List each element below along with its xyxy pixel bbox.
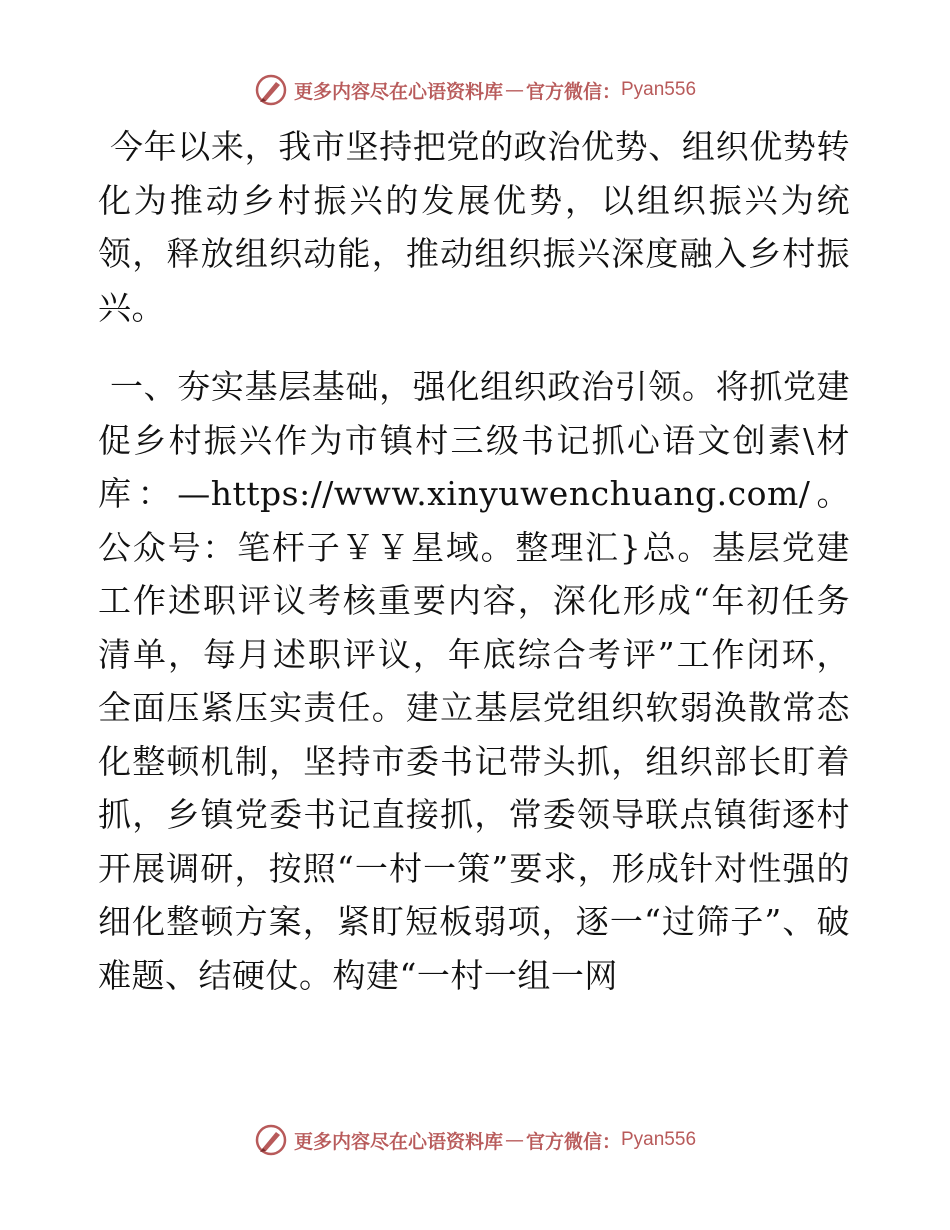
pen-logo-icon [254,1123,288,1157]
watermark-text: 更多内容尽在心语资料库 [293,1130,503,1153]
paragraph-intro: 今年以来，我市坚持把党的政治优势、组织优势转化为推动乡村振兴的发展优势，以组织振兴为统领，释放组织动能，推动组织振兴深度融入乡村振兴。 [98,127,850,327]
paragraph-section-one: 一、夯实基层基础，强化组织政治引领。将抓党建促乡村振兴作为市镇村三级书记抓心语文创素\材库：—https://www.xinyuwenchuang.com/。公众号：笔杆子￥￥星域。整理汇}总。基层党建工作述职评议考核重要内容，深化形成“年初任务清单，每月述职评议，年底综合考评”工作闭环，全面压紧压实责任。建立基层党组织软弱涣散常态化整顿机制，坚持市委书记带头抓，组织部长盯着抓，乡镇党委书记直接抓，常委领导联点镇街逐村开展调研，按照“一村一策”要求，形成针对性强的细化整顿方案，紧盯短板弱项，逐一“过筛子”、破难题、结硬仗。构建“一村一组一网 [98,367,850,995]
pen-logo-icon [254,73,288,107]
watermark-separator: — [504,1129,524,1151]
watermark-wechat-label: 官方微信： [525,80,621,103]
watermark-banner-top [0,70,950,110]
watermark-wechat-id: Pyan556 [621,79,697,100]
watermark-wechat-label: 官方微信： [525,1130,621,1153]
watermark-text: 更多内容尽在心语资料库 [293,80,503,103]
document-body [98,120,850,1002]
watermark-wechat-id: Pyan556 [621,1129,697,1150]
watermark-banner-bottom [0,1120,950,1160]
watermark-separator: — [504,79,524,101]
